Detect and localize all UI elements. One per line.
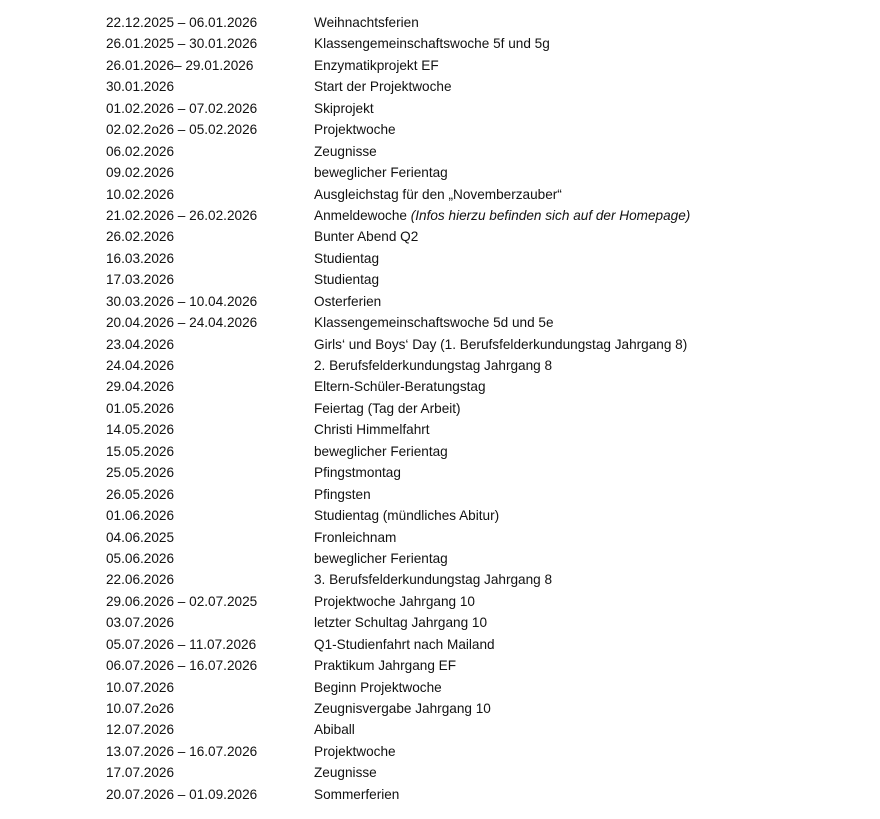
schedule-event-label: letzter Schultag Jahrgang 10 bbox=[314, 615, 488, 631]
schedule-event bbox=[314, 312, 866, 333]
schedule-row bbox=[106, 784, 866, 805]
schedule-row bbox=[106, 655, 866, 676]
schedule-row bbox=[106, 355, 866, 376]
schedule-date: 24.04.2026 bbox=[106, 358, 175, 373]
schedule-date: 02.02.2o26 – 05.02.2026 bbox=[106, 122, 258, 138]
schedule-row bbox=[106, 441, 866, 462]
schedule-event bbox=[314, 484, 866, 505]
schedule-row bbox=[106, 291, 866, 312]
schedule-row bbox=[106, 55, 866, 76]
schedule-row bbox=[106, 33, 866, 54]
schedule-row bbox=[106, 741, 866, 762]
schedule-event-label: Q1-Studienfahrt nach Mailand bbox=[314, 636, 495, 652]
schedule-event bbox=[314, 441, 866, 462]
schedule-event bbox=[314, 226, 866, 247]
schedule-event-label: Klassengemeinschaftswoche 5f und 5g bbox=[314, 36, 550, 52]
schedule-row bbox=[106, 141, 866, 162]
schedule-event-label: Osterferien bbox=[314, 293, 382, 309]
schedule-row bbox=[106, 398, 866, 419]
schedule-event-label: Christi Himmelfahrt bbox=[314, 422, 430, 438]
schedule-date: 01.06.2026 bbox=[106, 508, 175, 524]
schedule-event bbox=[314, 527, 866, 548]
schedule-event-label: Pfingsten bbox=[314, 486, 371, 502]
schedule-date: 06.02.2026 bbox=[106, 143, 175, 159]
schedule-date: 14.05.2026 bbox=[106, 422, 175, 438]
schedule-row bbox=[106, 269, 866, 290]
schedule-event-label: Zeugnisse bbox=[314, 765, 377, 781]
schedule-row bbox=[106, 505, 866, 526]
schedule-event-label: Projektwoche bbox=[314, 743, 396, 759]
schedule-date: 30.01.2026 bbox=[106, 79, 175, 95]
schedule-row bbox=[106, 569, 866, 590]
schedule-event-note: (Infos hierzu befinden sich auf der Homepage) bbox=[410, 207, 691, 223]
schedule-date: 17.07.2026 bbox=[106, 765, 175, 781]
schedule-row bbox=[106, 76, 866, 97]
schedule-event-label: Eltern-Schüler-Beratungstag bbox=[314, 379, 486, 395]
schedule-event bbox=[314, 419, 866, 440]
schedule-date: 29.06.2026 – 02.07.2025 bbox=[106, 593, 258, 609]
schedule-event-label: Skiprojekt bbox=[314, 100, 374, 116]
schedule-event bbox=[314, 784, 866, 805]
schedule-event bbox=[314, 591, 866, 612]
schedule-event bbox=[314, 762, 866, 783]
schedule-event-label: Girls‘ und Boys‘ Day (1. Berufsfelderkundungstag Jahrgang 8) bbox=[314, 336, 688, 352]
schedule-row bbox=[106, 98, 866, 119]
schedule-event bbox=[314, 119, 866, 140]
schedule-event bbox=[314, 634, 866, 655]
schedule-date: 29.04.2026 bbox=[106, 379, 175, 395]
schedule-event-label: beweglicher Ferientag bbox=[314, 550, 448, 566]
schedule-event bbox=[314, 462, 866, 483]
schedule-row bbox=[106, 548, 866, 569]
schedule-row bbox=[106, 612, 866, 633]
schedule-event bbox=[314, 655, 866, 676]
schedule-row bbox=[106, 184, 866, 205]
schedule-date: 13.07.2026 – 16.07.2026 bbox=[106, 743, 258, 759]
schedule-event-label: Studientag (mündliches Abitur) bbox=[314, 508, 500, 524]
schedule-event-label: Studientag bbox=[314, 250, 380, 266]
schedule-event-label: Ausgleichstag für den „Novemberzauber“ bbox=[314, 186, 562, 202]
schedule-event-label: Fronleichnam bbox=[314, 529, 397, 545]
schedule-event bbox=[314, 612, 866, 633]
schedule-event bbox=[314, 548, 866, 569]
schedule-date: 04.06.2025 bbox=[106, 529, 175, 545]
schedule-event bbox=[314, 98, 866, 119]
schedule-row bbox=[106, 419, 866, 440]
schedule-date: 23.04.2026 bbox=[106, 336, 175, 352]
schedule-event bbox=[314, 248, 866, 269]
schedule-event-label: Zeugnisse bbox=[314, 143, 377, 159]
schedule-event-label: Pfingstmontag bbox=[314, 465, 401, 481]
schedule-event-label: Praktikum Jahrgang EF bbox=[314, 658, 457, 674]
schedule-event bbox=[314, 12, 866, 33]
schedule-date: 22.06.2026 bbox=[106, 572, 175, 588]
schedule-event-label: Studientag bbox=[314, 272, 380, 288]
schedule-event bbox=[314, 355, 866, 376]
schedule-row bbox=[106, 312, 866, 333]
schedule-date: 06.07.2026 – 16.07.2026 bbox=[106, 658, 258, 674]
schedule-event-label: Beginn Projektwoche bbox=[314, 679, 442, 695]
schedule-date: 09.02.2026 bbox=[106, 165, 175, 181]
schedule-date: 21.02.2026 – 26.02.2026 bbox=[106, 207, 258, 223]
schedule-event-label: beweglicher Ferientag bbox=[314, 165, 448, 181]
schedule-row bbox=[106, 762, 866, 783]
schedule-event-label: Projektwoche bbox=[314, 122, 396, 138]
schedule-event-label: Weihnachtsferien bbox=[314, 15, 419, 30]
schedule-date: 01.05.2026 bbox=[106, 400, 175, 416]
schedule-row bbox=[106, 119, 866, 140]
schedule-row bbox=[106, 698, 866, 719]
schedule-date: 22.12.2025 – 06.01.2026 bbox=[106, 15, 258, 30]
schedule-event-label: Zeugnisvergabe Jahrgang 10 bbox=[314, 701, 491, 716]
schedule-event-label: Sommerferien bbox=[314, 786, 400, 802]
schedule-event-label: 3. Berufsfelderkundungstag Jahrgang 8 bbox=[314, 572, 553, 588]
schedule-event-label: Enzymatikprojekt EF bbox=[314, 57, 439, 73]
schedule-event bbox=[314, 741, 866, 762]
schedule-date: 26.05.2026 bbox=[106, 486, 175, 502]
schedule-date: 05.07.2026 – 11.07.2026 bbox=[106, 636, 257, 652]
schedule-row bbox=[106, 226, 866, 247]
schedule-date: 16.03.2026 bbox=[106, 250, 175, 266]
schedule-date: 20.04.2026 – 24.04.2026 bbox=[106, 315, 258, 331]
schedule-event-label: Abiball bbox=[314, 722, 355, 738]
schedule-event bbox=[314, 205, 866, 226]
schedule-date: 10.07.2o26 bbox=[106, 701, 175, 716]
schedule-row bbox=[106, 719, 866, 740]
schedule-date: 05.06.2026 bbox=[106, 550, 175, 566]
schedule-event-label: Projektwoche Jahrgang 10 bbox=[314, 593, 475, 609]
schedule-list bbox=[106, 12, 866, 805]
schedule-event-label: Klassengemeinschaftswoche 5d und 5e bbox=[314, 315, 554, 331]
schedule-event bbox=[314, 269, 866, 290]
schedule-row bbox=[106, 205, 866, 226]
schedule-event bbox=[314, 334, 866, 355]
schedule-event-label: Start der Projektwoche bbox=[314, 79, 452, 95]
schedule-row bbox=[106, 591, 866, 612]
schedule-event bbox=[314, 698, 866, 719]
schedule-date: 10.02.2026 bbox=[106, 186, 175, 202]
schedule-event-label: Feiertag (Tag der Arbeit) bbox=[314, 400, 461, 416]
schedule-event bbox=[314, 33, 866, 54]
schedule-event bbox=[314, 141, 866, 162]
schedule-event bbox=[314, 505, 866, 526]
schedule-event bbox=[314, 569, 866, 590]
schedule-date: 10.07.2026 bbox=[106, 679, 175, 695]
schedule-row bbox=[106, 462, 866, 483]
schedule-event bbox=[314, 677, 866, 698]
schedule-row bbox=[106, 334, 866, 355]
schedule-date: 01.02.2026 – 07.02.2026 bbox=[106, 100, 258, 116]
schedule-row bbox=[106, 248, 866, 269]
schedule-event-label: 2. Berufsfelderkundungstag Jahrgang 8 bbox=[314, 358, 553, 373]
schedule-event bbox=[314, 719, 866, 740]
schedule-date: 26.02.2026 bbox=[106, 229, 175, 245]
schedule-date: 26.01.2025 – 30.01.2026 bbox=[106, 36, 258, 52]
schedule-date: 26.01.2026– 29.01.2026 bbox=[106, 57, 254, 73]
schedule-event bbox=[314, 162, 866, 183]
schedule-event bbox=[314, 376, 866, 397]
schedule-date: 30.03.2026 – 10.04.2026 bbox=[106, 293, 258, 309]
schedule-row bbox=[106, 12, 866, 33]
schedule-date: 12.07.2026 bbox=[106, 722, 175, 738]
schedule-event bbox=[314, 76, 866, 97]
schedule-date: 17.03.2026 bbox=[106, 272, 175, 288]
schedule-row bbox=[106, 162, 866, 183]
schedule-date: 20.07.2026 – 01.09.2026 bbox=[106, 786, 258, 802]
schedule-event bbox=[314, 184, 866, 205]
schedule-event-label: Anmeldewoche bbox=[314, 207, 407, 223]
schedule-date: 15.05.2026 bbox=[106, 443, 175, 459]
schedule-row bbox=[106, 484, 866, 505]
schedule-event bbox=[314, 55, 866, 76]
schedule-date: 25.05.2026 bbox=[106, 465, 175, 481]
schedule-event bbox=[314, 398, 866, 419]
schedule-row bbox=[106, 677, 866, 698]
schedule-event-label: Bunter Abend Q2 bbox=[314, 229, 419, 245]
schedule-row bbox=[106, 634, 866, 655]
schedule-row bbox=[106, 376, 866, 397]
schedule-event bbox=[314, 291, 866, 312]
schedule-row bbox=[106, 527, 866, 548]
schedule-event-label: beweglicher Ferientag bbox=[314, 443, 448, 459]
schedule-date: 03.07.2026 bbox=[106, 615, 175, 631]
